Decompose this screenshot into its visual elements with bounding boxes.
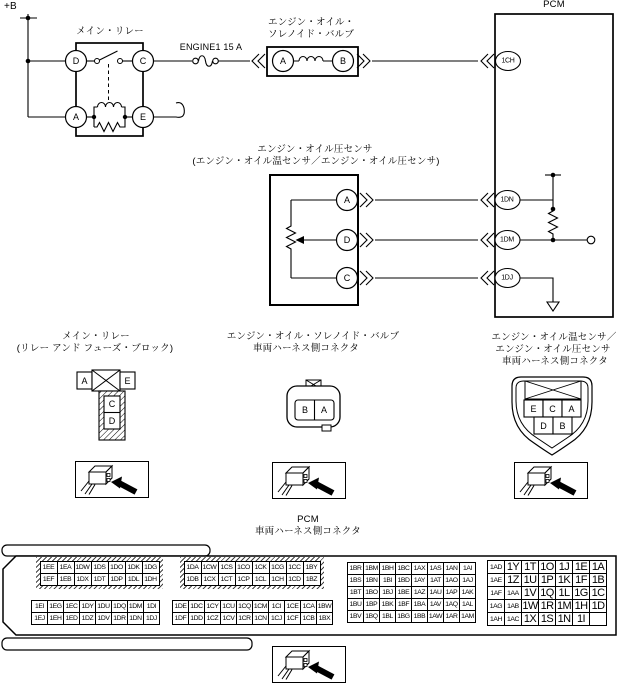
pcm-pin-block-3 bbox=[347, 562, 476, 623]
pcm-pin-1at: 1AT bbox=[428, 575, 444, 587]
pcm-pin-1w: 1W bbox=[522, 600, 538, 612]
solenoid-face-cell-b: B bbox=[301, 405, 309, 415]
solenoid-face-title-line2: 車両ハーネス側コネクタ bbox=[252, 343, 360, 354]
sensor-face-cell-a: A bbox=[568, 403, 575, 414]
pcm-pin-1ch: 1CH bbox=[501, 57, 515, 65]
pcm-pin-1t: 1T bbox=[522, 561, 539, 574]
pcm-pin-1df: 1DF bbox=[173, 613, 189, 625]
pcm-pin-1bm: 1BM bbox=[364, 563, 380, 575]
relay-terminal-d: D bbox=[72, 56, 80, 66]
solenoid-terminal-a: A bbox=[279, 56, 287, 66]
pcm-pin-1bo: 1BO bbox=[364, 587, 380, 599]
pcm-pin-1ak: 1AK bbox=[460, 587, 476, 599]
pcm-pin-1e: 1E bbox=[573, 561, 590, 574]
pcm-pin-1ae: 1AE bbox=[488, 574, 505, 587]
relay-face-cell-c: C bbox=[108, 399, 116, 409]
pcm-pin-1bs: 1BS bbox=[348, 575, 364, 587]
pcm-pin-1bq: 1BQ bbox=[364, 611, 380, 623]
sensor-terminal-a: A bbox=[343, 195, 351, 205]
connector-photo-icon bbox=[273, 463, 346, 499]
pcm-pin-1n: 1N bbox=[556, 613, 573, 626]
pcm-pin-1ct: 1CT bbox=[218, 573, 235, 585]
pcm-pin-1aj: 1AJ bbox=[460, 575, 476, 587]
pcm-pin-1cj: 1CJ bbox=[269, 613, 285, 625]
pcm-pin-1ee: 1EE bbox=[40, 561, 57, 573]
pcm-pin-1bk: 1BK bbox=[380, 599, 396, 611]
pcm-connector-title-line2: 車両ハーネス側コネクタ bbox=[254, 526, 362, 537]
solenoid-face-cell-a: A bbox=[320, 405, 328, 415]
solenoid-title-line2: ソレノイド・バルブ bbox=[268, 29, 355, 40]
pcm-title: PCM bbox=[543, 0, 565, 10]
pcm-pin-1ax: 1AX bbox=[412, 563, 428, 575]
pcm-pin-1cm: 1CM bbox=[253, 601, 269, 613]
pcm-pin-1cx: 1CX bbox=[201, 573, 218, 585]
pcm-pin-1as: 1AS bbox=[428, 563, 444, 575]
pcm-pin-1dj: 1DJ bbox=[501, 274, 513, 282]
inline-connector-chevron-icon bbox=[252, 54, 265, 68]
pcm-pin-block-2-upper bbox=[180, 557, 324, 589]
pcm-pin-1u: 1U bbox=[522, 574, 539, 587]
pcm-pin-1y: 1Y bbox=[505, 561, 522, 574]
pcm-pin-1bi: 1BI bbox=[380, 575, 396, 587]
solenoid-connector-face bbox=[287, 380, 340, 431]
pcm-pin-1aw: 1AW bbox=[428, 611, 444, 623]
pcm-pin-1dc: 1DC bbox=[189, 601, 205, 613]
relay-face-cell-a: A bbox=[81, 376, 88, 386]
pcm-pin-1ag: 1AG bbox=[488, 600, 505, 613]
pcm-pin-1dg: 1DG bbox=[142, 561, 159, 573]
pcm-pin-1cy: 1CY bbox=[205, 601, 221, 613]
pcm-pin-1bw: 1BW bbox=[317, 601, 333, 613]
pcm-pin-1bc: 1BC bbox=[396, 563, 412, 575]
pcm-pin-block-2-lower bbox=[172, 600, 333, 625]
pcm-pin-1ei: 1EI bbox=[32, 601, 48, 613]
pcm-pin-1j: 1J bbox=[556, 561, 573, 574]
ground-icon bbox=[547, 302, 559, 311]
pcm-pin-1bb: 1BB bbox=[412, 611, 428, 623]
pcm-pin-1ad: 1AD bbox=[488, 561, 505, 574]
pcm-pin-1a: 1A bbox=[590, 561, 607, 574]
pcm-pin-1al: 1AL bbox=[460, 599, 476, 611]
pcm-pin-table bbox=[172, 600, 333, 625]
pcm-pin-1dn: 1DN bbox=[500, 196, 514, 204]
sensor-to-pcm-wires bbox=[360, 193, 494, 285]
pcm-pin-1dw: 1DW bbox=[74, 561, 91, 573]
pcm-pin-1bp: 1BP bbox=[364, 599, 380, 611]
pcm-pin-1g: 1G bbox=[574, 587, 588, 599]
pcm-pin-1ea: 1EA bbox=[57, 561, 74, 573]
pcm-pin-1cz: 1CZ bbox=[205, 613, 221, 625]
pcm-pin-1by: 1BY bbox=[303, 561, 320, 573]
pcm-pin-1az: 1AZ bbox=[412, 587, 428, 599]
sensor-face-cell-e: E bbox=[530, 403, 537, 414]
pcm-pin-1af: 1AF bbox=[488, 587, 505, 600]
pcm-pin-1dp: 1DP bbox=[108, 573, 125, 585]
pcm-pin-1aq: 1AQ bbox=[444, 599, 460, 611]
solenoid-terminal-b: B bbox=[339, 56, 347, 66]
pcm-pin-1dh: 1DH bbox=[142, 573, 159, 585]
pcm-pin-1de: 1DE bbox=[173, 601, 189, 613]
pcm-pin-1bz: 1BZ bbox=[303, 573, 320, 585]
pcm-pin-1dq: 1DQ bbox=[112, 601, 128, 613]
sensor-face-cell-b: B bbox=[559, 420, 566, 431]
pcm-pin-1m: 1M bbox=[556, 600, 572, 612]
pcm-pin-1eh: 1EH bbox=[48, 613, 64, 625]
pcm-pin-1z: 1Z bbox=[505, 574, 522, 587]
pcm-pin-1bf: 1BF bbox=[396, 599, 412, 611]
sensor-terminal-c: C bbox=[343, 273, 351, 283]
pcm-pin-1cw: 1CW bbox=[201, 561, 218, 573]
pcm-pin-1bn: 1BN bbox=[364, 575, 380, 587]
pcm-pin-1eg: 1EG bbox=[48, 601, 64, 613]
pcm-pin-1aa: 1AA bbox=[505, 587, 522, 600]
pcm-pin-1cb: 1CB bbox=[301, 613, 317, 625]
pcm-pin-1c: 1C bbox=[590, 587, 607, 600]
relay-face-cell-e: E bbox=[124, 376, 131, 386]
pcm-pin-1bl: 1BL bbox=[380, 611, 396, 623]
pcm-pin-1ed: 1ED bbox=[64, 613, 80, 625]
pcm-pin-1cv: 1CV bbox=[221, 613, 237, 625]
solenoid-title-line1: エンジン・オイル・ bbox=[268, 17, 355, 28]
pcm-pin-1dl: 1DL bbox=[125, 573, 142, 585]
pcm-pin-1cu: 1CU bbox=[221, 601, 237, 613]
sensor-terminal-d: D bbox=[343, 235, 351, 245]
relay-face-cell-d: D bbox=[108, 416, 116, 426]
sensor-title-line2: (エンジン・オイル温センサ／エンジン・オイル圧センサ) bbox=[192, 156, 440, 167]
pcm-pin-table bbox=[40, 561, 160, 586]
pcm-pin-1ai: 1AI bbox=[460, 563, 476, 575]
junction-dot bbox=[26, 59, 31, 64]
power-feed-wires bbox=[20, 14, 66, 117]
pcm-pin-1bg: 1BG bbox=[396, 611, 412, 623]
pcm-pin-1ds: 1DS bbox=[91, 561, 108, 573]
pcm-pin-1cd: 1CD bbox=[286, 573, 303, 585]
pcm-pin-1ej: 1EJ bbox=[32, 613, 48, 625]
pcm-pin-table bbox=[184, 561, 321, 586]
relay-terminal-a: A bbox=[72, 112, 80, 122]
pcm-pin-1be: 1BE bbox=[396, 587, 412, 599]
pcm-pin-1dx: 1DX bbox=[74, 573, 91, 585]
pcm-pin-1cg: 1CG bbox=[269, 561, 286, 573]
pcm-pin-1db: 1DB bbox=[184, 573, 201, 585]
resistor-icon bbox=[549, 209, 558, 240]
pcm-pin-1v: 1V bbox=[522, 587, 539, 600]
pcm-pin-1ac: 1AC bbox=[505, 613, 522, 626]
pcm-pin-1bv: 1BV bbox=[348, 611, 364, 623]
pcm-pin-1q: 1Q bbox=[540, 587, 554, 599]
pcm-pin-1dv: 1DV bbox=[96, 613, 112, 625]
pcm-pin-table bbox=[487, 560, 607, 626]
pcm-pin-1ce: 1CE bbox=[285, 601, 301, 613]
pcm-pin-1au: 1AU bbox=[428, 587, 444, 599]
connector-photo-icon bbox=[273, 647, 346, 683]
pcm-pin-1cq: 1CQ bbox=[237, 601, 253, 613]
pcm-pin-1ck: 1CK bbox=[252, 561, 269, 573]
pcm-pin-1dk: 1DK bbox=[125, 561, 142, 573]
pcm-pin-1dj: 1DJ bbox=[144, 613, 160, 625]
pcm-pin-table bbox=[31, 600, 160, 625]
pcm-pin-1ef: 1EF bbox=[40, 573, 57, 585]
pcm-pin-1cr: 1CR bbox=[237, 613, 253, 625]
pcm-pin-1d: 1D bbox=[590, 600, 607, 613]
pcm-pin-1dm: 1DM bbox=[128, 601, 144, 613]
pcm-pin-1ap: 1AP bbox=[444, 587, 460, 599]
sensor-face-cell-d: D bbox=[540, 420, 547, 431]
sensor-connector-face bbox=[512, 377, 592, 455]
pcm-pin-1ch: 1CH bbox=[269, 573, 286, 585]
pcm-pin-1dt: 1DT bbox=[91, 573, 108, 585]
pcm-pin-1ab: 1AB bbox=[505, 600, 522, 613]
relay-face-title-line2: (リレー アンド フューズ・ブロック) bbox=[16, 343, 174, 354]
pcm-pin-1dm: 1DM bbox=[500, 236, 514, 244]
pcm-pin-1du: 1DU bbox=[96, 601, 112, 613]
pcm-pin-1cp: 1CP bbox=[235, 573, 252, 585]
pcm-pin-1f: 1F bbox=[573, 574, 590, 587]
pcm-pin-1p: 1P bbox=[539, 574, 556, 587]
pcm-pin-1ca: 1CA bbox=[301, 601, 317, 613]
pcm-pin-1ba: 1BA bbox=[412, 599, 428, 611]
pcm-pin-1ar: 1AR bbox=[444, 611, 460, 623]
pcm-pin-block-1-upper bbox=[36, 557, 163, 589]
connector-photo-icon bbox=[76, 462, 149, 498]
pcm-pin-1cn: 1CN bbox=[253, 613, 269, 625]
pcm-pin-1b: 1B bbox=[590, 574, 607, 587]
pcm-pin-1x: 1X bbox=[522, 613, 539, 626]
pcm-pin-1bx: 1BX bbox=[317, 613, 333, 625]
pcm-pin-block-1-lower bbox=[31, 600, 160, 625]
pcm-pin-1i: 1I bbox=[573, 613, 590, 626]
pcm-pin-1cl: 1CL bbox=[252, 573, 269, 585]
pcm-pin-1bt: 1BT bbox=[348, 587, 364, 599]
pcm-pin-1am: 1AM bbox=[460, 611, 476, 623]
output-node-icon bbox=[587, 236, 595, 244]
pcm-pin-1ci: 1CI bbox=[269, 601, 285, 613]
pcm-pin-1di: 1DI bbox=[144, 601, 160, 613]
pcm-pin-1dn: 1DN bbox=[128, 613, 144, 625]
sensor-face-cell-c: C bbox=[549, 403, 556, 414]
solenoid-face-title-line1: エンジン・オイル・ソレノイド・バルブ bbox=[226, 331, 400, 342]
pcm-connector-title-line1: PCM bbox=[297, 514, 319, 525]
pcm-pin-1av: 1AV bbox=[428, 599, 444, 611]
inline-connector-chevron-icon bbox=[357, 54, 494, 68]
pcm-pin-1dy: 1DY bbox=[80, 601, 96, 613]
relay-terminal-c: C bbox=[139, 56, 147, 66]
pcm-pin-1ec: 1EC bbox=[64, 601, 80, 613]
pcm-pin-1dd: 1DD bbox=[189, 613, 205, 625]
pcm-pin-1bd: 1BD bbox=[396, 575, 412, 587]
pcm-pin-1da: 1DA bbox=[184, 561, 201, 573]
pcm-pin-block-4 bbox=[487, 560, 607, 626]
pcm-pin-1dr: 1DR bbox=[112, 613, 128, 625]
sensor-face-title-line3: 車両ハーネス側コネクタ bbox=[501, 356, 609, 367]
wiper-arrow-icon bbox=[296, 236, 305, 244]
junction-dot bbox=[26, 16, 31, 21]
pcm-pin-1o: 1O bbox=[540, 561, 554, 573]
pcm-pin-1br: 1BR bbox=[348, 563, 364, 575]
pcm-pin-1cs: 1CS bbox=[218, 561, 235, 573]
power-label: +B bbox=[4, 1, 17, 12]
pcm-pin-1s: 1S bbox=[539, 613, 556, 626]
pcm-pin-1ay: 1AY bbox=[412, 575, 428, 587]
pcm-pin-1ao: 1AO bbox=[444, 575, 460, 587]
fuse-icon bbox=[154, 56, 251, 67]
main-relay-symbol bbox=[66, 43, 185, 136]
pcm-pin-1l: 1L bbox=[556, 587, 573, 600]
pcm-pin-1dz: 1DZ bbox=[80, 613, 96, 625]
pcm-pin-1bu: 1BU bbox=[348, 599, 364, 611]
pcm-pin-1bh: 1BH bbox=[380, 563, 396, 575]
pcm-pin-1h: 1H bbox=[573, 600, 590, 613]
pcm-pin-1bj: 1BJ bbox=[380, 587, 396, 599]
pcm-pin-1eb: 1EB bbox=[57, 573, 74, 585]
sensor-face-title-line2: エンジン・オイル圧センサ bbox=[495, 344, 611, 355]
pcm-pin-table bbox=[347, 562, 476, 623]
fuse-label: ENGINE1 15 A bbox=[179, 42, 243, 52]
pcm-pin-1do: 1DO bbox=[108, 561, 125, 573]
connector-photo-icon bbox=[515, 463, 588, 499]
pcm-pin-1co: 1CO bbox=[235, 561, 252, 573]
relay-terminal-e: E bbox=[139, 112, 147, 122]
sensor-title-line1: エンジン・オイル圧センサ bbox=[257, 144, 373, 155]
relay-title: メイン・リレー bbox=[76, 26, 144, 37]
pcm-pin-1k: 1K bbox=[556, 574, 573, 587]
pcm-pin-1an: 1AN bbox=[444, 563, 460, 575]
pcm-pin-1cf: 1CF bbox=[285, 613, 301, 625]
resistor-icon bbox=[287, 224, 296, 251]
pcm-pin-1cc: 1CC bbox=[286, 561, 303, 573]
sensor-face-title-line1: エンジン・オイル温センサ／ bbox=[491, 332, 617, 343]
pcm-pin-1ah: 1AH bbox=[488, 613, 505, 626]
relay-face-title-line1: メイン・リレー bbox=[62, 331, 130, 342]
pcm-pin-1r: 1R bbox=[539, 600, 556, 613]
